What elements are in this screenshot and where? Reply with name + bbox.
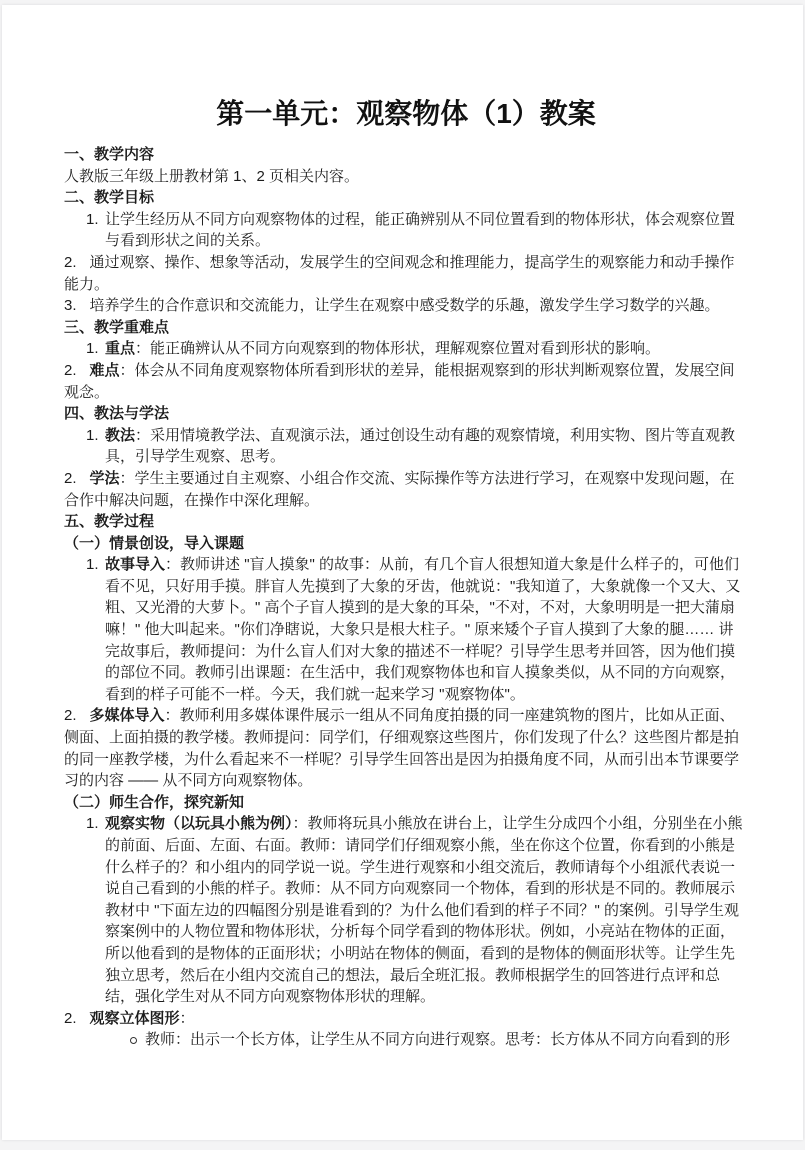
item-text: 培养学生的合作意识和交流能力，让学生在观察中感受数学的乐趣，激发学生学习数学的兴趣。	[89, 297, 720, 315]
separator: ：	[135, 340, 151, 358]
section-heading-process: 五、教学过程	[64, 513, 155, 531]
item-text: 学生主要通过自主观察、小组合作交流、实际操作等方法进行学习，在观察中发现问题，在合作中解决问题，在操作中深化理解。	[64, 469, 735, 509]
separator: ：	[165, 556, 181, 574]
section-heading-teaching-content: 一、教学内容	[64, 146, 155, 163]
list-number: 2.	[64, 1009, 77, 1027]
bold-lead: 重点	[105, 340, 136, 358]
separator: ：	[164, 707, 180, 725]
item-text: 通过观察、操作、想象等活动，发展学生的空间观念和推理能力，提高学生的观察能力和动手操作能力。	[64, 253, 735, 293]
numbered-item	[64, 252, 748, 295]
list-number: 1.	[86, 210, 99, 228]
list-number: 3.	[64, 297, 77, 315]
circle-bullet-icon	[130, 1037, 137, 1044]
separator: ：	[292, 815, 308, 833]
bold-lead: 学法	[89, 469, 120, 487]
section-heading-methods: 四、教法与学法	[64, 405, 170, 423]
list-number: 2.	[64, 361, 77, 379]
item-text: 教师利用多媒体课件展示一组从不同角度拍摄的同一座建筑物的图片，比如从正面、侧面、上面拍摄的教学楼。教师提问：同学们，仔细观察这些图片，你们发现了什么？这些图片都是拍的同一座教学楼，为什么看起来不一样呢？引导学生回答出是因为拍摄角度不同，从而引出本节课要学习的内容 —— 从不同方向观察物体。	[64, 707, 740, 790]
bold-lead: 难点	[89, 361, 120, 379]
separator: ：	[119, 469, 135, 487]
list-number: 1.	[86, 340, 99, 358]
bold-lead: 观察实物（以玩具小熊为例）	[105, 815, 293, 833]
item-text: 采用情境教学法、直观演示法，通过创设生动有趣的观察情境，利用实物、图片等直观教具，引导学生观察、思考。	[105, 426, 736, 466]
item-text: 能正确辨认从不同方向观察到的物体形状，理解观察位置对看到形状的影响。	[150, 340, 661, 358]
bold-lead: 多媒体导入	[89, 707, 165, 725]
list-number: 2.	[64, 469, 77, 487]
document-page	[2, 5, 803, 1140]
item-text: 教师讲述 "盲人摸象" 的故事：从前，有几个盲人很想知道大象是什么样子的，可他们看不见，只好用手摸。胖盲人先摸到了大象的牙齿，他就说："我知道了，大象就像一个又大、又粗、又光滑的大萝卜。" 高个子盲人摸到的是大象的耳朵，"不对，不对，大象明明是一把大蒲扇嘛！" 他大叫起来。"你们净瞎说，大象只是根大柱子。" 原来矮个子盲人摸到了大象的腿…… 讲完故事后，教师提问：为什么盲人们对大象的描述不一样呢？引导学生思考并回答，因为他们摸的部位不同。教师引出课题：在生活中，我们观察物体也和盲人摸象类似，从不同的方向观察，看到的样子可能不一样。今天，我们就一起来学习 "观察物体"。	[105, 556, 741, 703]
numbered-item	[64, 554, 748, 705]
separator: ：	[179, 1009, 195, 1027]
document-title: 第一单元：观察物体（1）教案	[216, 98, 596, 129]
list-number: 1.	[86, 815, 99, 833]
list-number: 1.	[86, 426, 99, 444]
item-text: 教师将玩具小熊放在讲台上，让学生分成四个小组，分别坐在小熊的前面、后面、左面、右面。教师：请同学们仔细观察小熊，坐在你这个位置，你看到的小熊是什么样子的？和小组内的同学说一说。学生进行观察和小组交流后，教师请每个小组派代表说一说自己看到的小熊的样子。教师：从不同方向观察同一个物体，看到的形状是不同的。教师展示教材中 "下面左边的四幅图分别是谁看到的？为什么他们看到的样子不同？" 的案例。引导学生观察案例中的人物位置和物体形状，分析每个同学看到的物体形状。例如，小亮站在物体的正面，所以他看到的是物体的正面形状；小明站在物体的侧面，看到的是物体的侧面形状等。让学生先独立思考，然后在小组内交流自己的想法，最后全班汇报。教师根据学生的回答进行点评和总结，强化学生对从不同方向观察物体形状的理解。	[105, 815, 743, 1006]
item-text: 体会从不同角度观察物体所看到形状的差异，能根据观察到的形状判断观察位置，发展空间观念。	[64, 361, 735, 401]
numbered-item	[64, 360, 748, 403]
sub-bullet-item	[64, 1029, 748, 1051]
list-number: 2.	[64, 253, 77, 271]
numbered-item	[64, 209, 748, 252]
bold-lead: 观察立体图形	[89, 1009, 180, 1027]
bold-lead: 故事导入	[105, 556, 166, 574]
subsection-heading-intro: （一）情景创设，导入课题	[64, 534, 245, 552]
section-heading-teaching-goals: 二、教学目标	[64, 189, 155, 207]
section-heading-key-points: 三、教学重难点	[64, 318, 170, 336]
list-number: 2.	[64, 707, 77, 725]
numbered-item	[64, 295, 748, 317]
separator: ：	[135, 426, 151, 444]
numbered-item	[64, 468, 748, 511]
numbered-item	[64, 813, 748, 1007]
numbered-item	[64, 425, 748, 468]
item-text: 让学生经历从不同方向观察物体的过程，能正确辨别从不同位置看到的物体形状，体会观察位置与看到形状之间的关系。	[105, 210, 736, 250]
item-text: 教师：出示一个长方体，让学生从不同方向进行观察。思考：长方体从不同方向看到的形	[145, 1031, 731, 1049]
separator: ：	[119, 361, 135, 379]
document-body	[64, 144, 748, 1051]
bold-lead: 教法	[105, 426, 136, 444]
numbered-item	[64, 1008, 748, 1030]
numbered-item	[64, 338, 748, 360]
body-paragraph: 人教版三年级上册教材第 1、2 页相关内容。	[64, 167, 360, 185]
numbered-item	[64, 705, 748, 791]
subsection-heading-explore: （二）师生合作，探究新知	[64, 793, 245, 811]
list-number: 1.	[86, 556, 99, 574]
